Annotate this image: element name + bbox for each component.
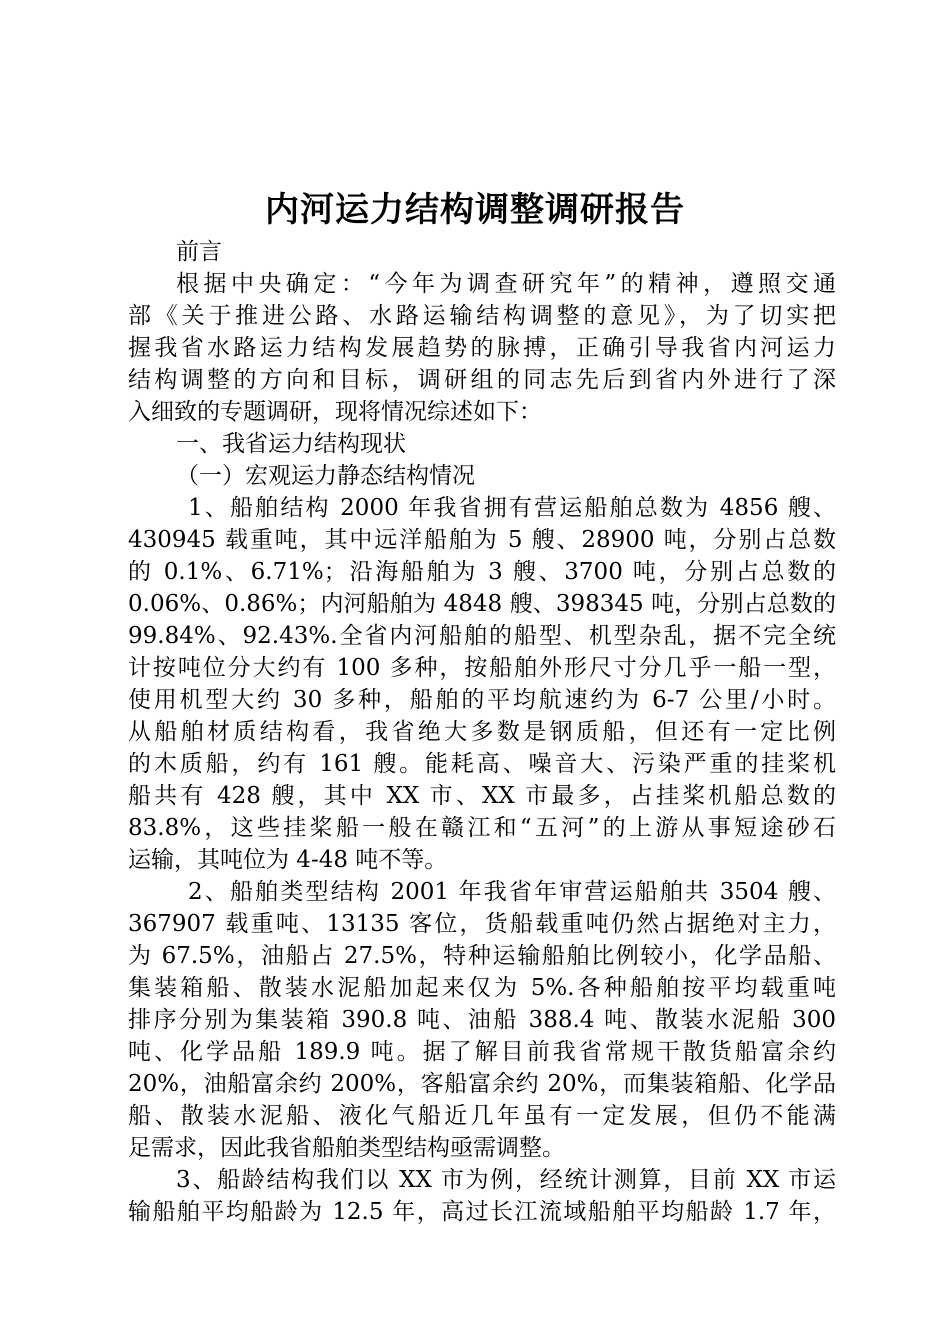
body-line: 部《关于推进公路、水路运输结构调整的意见》，为了切实把: [128, 303, 836, 329]
document-body: [128, 236, 836, 1228]
body-line: 足需求，因此我省船舶类型结构亟需调整。: [128, 1135, 565, 1161]
body-line: 为 67.5%，油船占 27.5%，特种运输船舶比例较小，化学品船、: [128, 943, 836, 969]
body-line: 排序分别为集装箱 390.8 吨、油船 388.4 吨、散装水泥船 300: [128, 1007, 836, 1033]
body-line: 的 0.1%、6.71%；沿海船舶为 3 艘、3700 吨，分别占总数的: [128, 559, 836, 585]
preface-heading: 前言: [176, 239, 222, 265]
body-line: 入细致的专题调研，现将情况综述如下：: [128, 399, 542, 425]
body-line: 的木质船，约有 161 艘。能耗高、噪音大、污染严重的挂桨机: [128, 751, 836, 777]
document-title: 内河运力结构调整调研报告: [265, 190, 685, 230]
body-line: 输船舶平均船龄为 12.5 年，高过长江流域船舶平均船龄 1.7 年，: [128, 1199, 836, 1225]
body-line: 握我省水路运力结构发展趋势的脉搏，正确引导我省内河运力: [128, 335, 836, 361]
body-line: 运输，其吨位为 4-48 吨不等。: [128, 847, 448, 873]
body-line: 船、散装水泥船、液化气船近几年虽有一定发展，但仍不能满: [128, 1103, 836, 1129]
body-line: 367907 载重吨、13135 客位，货船载重吨仍然占据绝对主力，: [128, 911, 836, 937]
body-line: 83.8%，这些挂桨船一般在赣江和“五河”的上游从事短途砂石: [128, 815, 836, 841]
body-line: 2、船舶类型结构 2001 年我省年审营运船舶共 3504 艘、: [188, 879, 836, 905]
body-line: 结构调整的方向和目标，调研组的同志先后到省内外进行了深: [128, 367, 836, 393]
section-heading: 一、我省运力结构现状: [176, 431, 406, 457]
body-line: 0.06%、0.86%；内河船舶为 4848 艘、398345 吨，分别占总数的: [128, 591, 836, 617]
body-line: 1、船舶结构 2000 年我省拥有营运船舶总数为 4856 艘、: [188, 495, 836, 521]
subsection-heading: （一）宏观运力静态结构情况: [176, 463, 475, 489]
body-line: 船共有 428 艘，其中 XX 市、XX 市最多，占挂桨机船总数的: [128, 783, 836, 809]
body-line: 计按吨位分大约有 100 多种，按船舶外形尺寸分几乎一船一型，: [128, 655, 836, 681]
body-line: 430945 载重吨，其中远洋船舶为 5 艘、28900 吨，分别占总数: [128, 527, 836, 553]
body-line: 99.84%、92.43%.全省内河船舶的船型、机型杂乱，据不完全统: [128, 623, 836, 649]
body-line: 集装箱船、散装水泥船加起来仅为 5%.各种船舶按平均载重吨: [128, 975, 836, 1001]
body-line: 使用机型大约 30 多种，船舶的平均航速约为 6-7 公里/小时。: [128, 687, 836, 713]
body-line: 20%，油船富余约 200%，客船富余约 20%，而集装箱船、化学品: [128, 1071, 836, 1097]
body-line: 从船舶材质结构看，我省绝大多数是钢质船，但还有一定比例: [128, 719, 836, 745]
body-line: 3、船龄结构我们以 XX 市为例，经统计测算，目前 XX 市运: [176, 1167, 836, 1193]
body-line: 吨、化学品船 189.9 吨。据了解目前我省常规干散货船富余约: [128, 1039, 836, 1065]
body-line: 根据中央确定：“今年为调查研究年”的精神，遵照交通: [176, 271, 836, 297]
